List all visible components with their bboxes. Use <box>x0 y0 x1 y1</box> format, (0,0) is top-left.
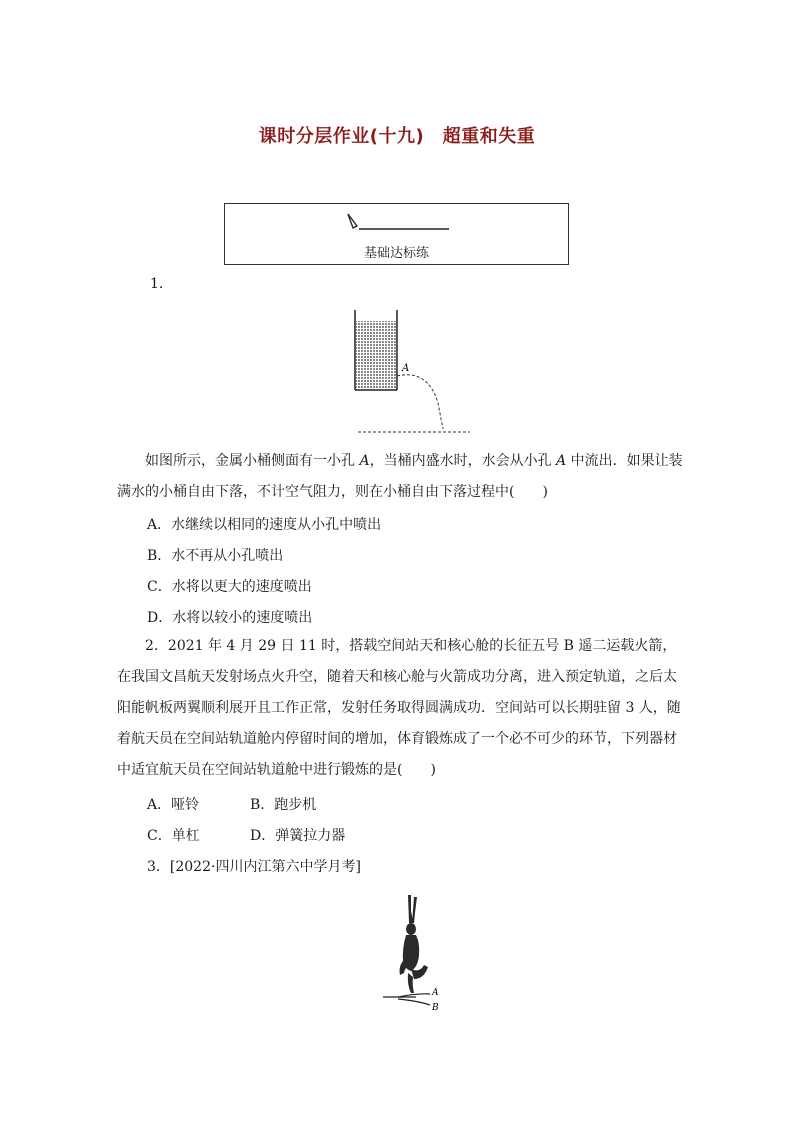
hole-label: A <box>402 363 410 374</box>
q1-option-c[interactable]: C．水将以更大的速度喷出 <box>147 579 312 595</box>
q1-option-d[interactable]: D．水将以较小的速度喷出 <box>147 610 313 626</box>
diver-silhouette <box>400 895 428 993</box>
diver-figure <box>378 893 448 1018</box>
springboard-b <box>398 999 430 1005</box>
question-2-stem: 2．2021 年 4 月 29 日 11 时，搭载空间站天和核心舱的长征五号 B 遥二运载火箭，在我国文昌航天发射场点火升空，随着天和核心舱与火箭成功分离，进入预定轨道，之后太阳能帆板两翼顺利展开且工作正常，发射任务取得圆满成功．空间站可以长期驻留 3 人，随着航天员在空间站轨道舱内停留时间的增加，体育锻炼成了一个必不可少的环节，下列器材中适宜航天员在空间站轨道舱中进行锻炼的是( ) <box>117 638 681 778</box>
water-jet-path <box>397 375 443 429</box>
section-label: 基础达标练 <box>363 246 429 261</box>
label-b: B <box>432 1003 439 1013</box>
question-1-number: 1. <box>150 276 164 292</box>
label-a: A <box>432 988 439 998</box>
q1-option-a[interactable]: A．水继续以相同的速度从小孔中喷出 <box>147 517 382 533</box>
question-1-stem: 如图所示，金属小桶侧面有一小孔 A，当桶内盛水时，水会从小孔 A 中流出．如果让装满水的小桶自由下落，不计空气阻力，则在小桶自由下落过程中( ) <box>117 453 683 500</box>
water-fill <box>356 321 396 389</box>
question-3-stem: 3．[2022·四川内江第六中学月考] <box>147 859 361 875</box>
q1-option-b[interactable]: B．水不再从小孔喷出 <box>147 548 284 564</box>
page-title: 课时分层作业(十九) 超重和失重 <box>258 126 536 147</box>
q2-option-a[interactable]: A．哑铃 <box>147 797 200 813</box>
section-header-box <box>224 203 569 265</box>
q2-option-b[interactable]: B．跑步机 <box>250 797 317 813</box>
q2-option-d[interactable]: D．弹簧拉力器 <box>250 828 346 844</box>
pencil-icon <box>343 210 453 232</box>
bucket-figure <box>340 305 480 440</box>
q2-option-c[interactable]: C．单杠 <box>147 828 200 844</box>
